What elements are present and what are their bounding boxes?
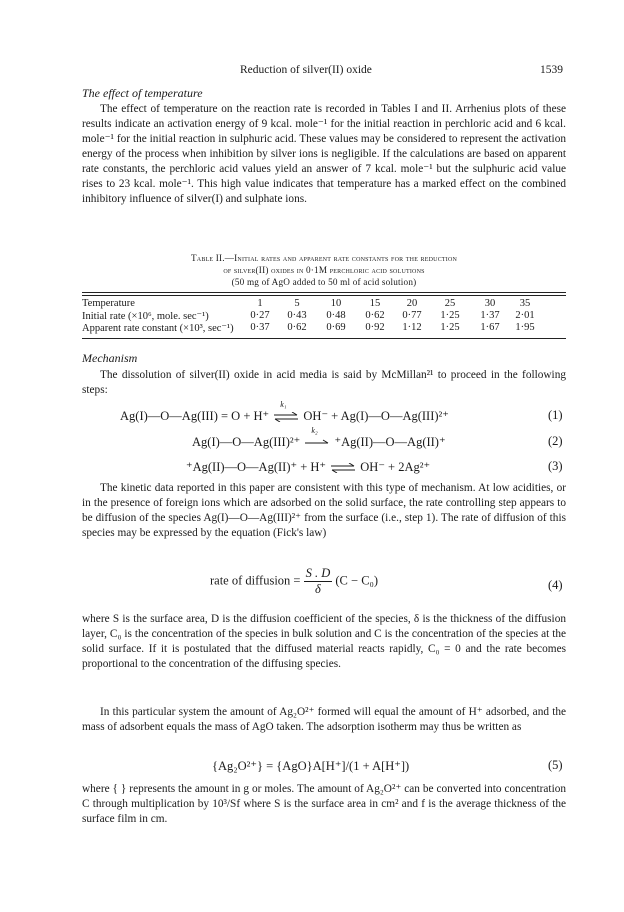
table-caption-line2: of silver(II) oxides in 0·1M perchloric acid solutions xyxy=(223,265,425,275)
equation-1 xyxy=(120,400,449,424)
section-heading-mechanism: Mechanism xyxy=(82,351,138,365)
equation-3-number: (3) xyxy=(548,459,563,473)
table-caption xyxy=(82,252,566,288)
equation-2 xyxy=(192,426,446,450)
paragraph-temperature: The effect of temperature on the reaction rate is recorded in Tables I and II. Arrhenius plots of these results indicate an activation energy of 9 kcal. mole⁻¹ for the initial reaction in perchloric acid and 6 kcal. mole⁻¹ for the initial reaction in sulphuric acid. These values may be considered to represent the activation energy of the process when inhibition by silver ions is negligible. If the calculations are based on apparent rate constants, the perchloric acid values yield an answer of 7 kcal. mole⁻¹ but the sulphuric acid value rises to 23 kcal. mole⁻¹. This high value indicates that temperature has a marked effect on the combined inhibitory influence of silver(I) and sulphate ions. xyxy=(82,103,566,205)
equation-5-number: (5) xyxy=(548,758,563,772)
page-number: 1539 xyxy=(540,64,563,76)
table-cell: 1·37 xyxy=(480,310,500,321)
table-cell: 0·37 xyxy=(250,322,270,333)
eq2-right: ⁺Ag(II)—O—Ag(II)⁺ xyxy=(334,435,446,449)
equation-1-number: (1) xyxy=(548,408,563,422)
table-top-rule-2 xyxy=(82,295,566,296)
table-row-label: Temperature xyxy=(82,298,135,309)
equation-2-number: (2) xyxy=(548,434,563,448)
eq1-right: OH⁻ + Ag(I)—O—Ag(III)²⁺ xyxy=(303,409,449,423)
table-cell: 35 xyxy=(519,298,531,309)
table-cell: 25 xyxy=(444,298,456,309)
equation-4-number: (4) xyxy=(548,578,563,592)
equation-5: {Ag₂O²⁺} = {AgO}A[H⁺]/(1 + A[H⁺]) xyxy=(212,759,410,773)
table-cell: 0·69 xyxy=(326,322,346,333)
table-row xyxy=(82,298,566,310)
table-cell: 1 xyxy=(257,298,263,309)
eq3-right: OH⁻ + 2Ag²⁺ xyxy=(360,460,431,474)
paragraph-system: In this particular system the amount of Ag₂O²⁺ formed will equal the amount of H⁺ adsorbed, and the mass of adsorbent equals the mass of AgO taken. The adsorption isotherm may thus be written as xyxy=(82,706,566,733)
paragraph-mechanism-intro: The dissolution of silver(II) oxide in acid media is said by McMillan²¹ to proceed in the following steps: xyxy=(82,369,566,396)
equation-3 xyxy=(186,459,430,475)
table-cell: 1·25 xyxy=(440,322,460,333)
paragraph-final: where { } represents the amount in g or moles. The amount of Ag₂O²⁺ can be converted into concentration C through multiplication by 10³/Sf where S is the surface area in cm² and f is the average thickness of the surface film in cm. xyxy=(82,783,566,825)
table-row-label: Initial rate (×10⁶, mole. sec⁻¹) xyxy=(82,311,209,322)
running-header-title: Reduction of silver(II) oxide xyxy=(240,64,372,76)
table-cell: 1·12 xyxy=(402,322,422,333)
forward-arrow-icon: k₂ xyxy=(304,438,330,448)
table-top-rule xyxy=(82,292,566,293)
paragraph-kinetic: The kinetic data reported in this paper are consistent with this type of mechanism. At low acidities, or in the presence of foreign ions which are adsorbed on the solid surface, the rate controlling step appears to be diffusion of the species Ag(I)—O—Ag(III)²⁺ from the surface (i.e., step 1). The rate of diffusion of this species may be expressed by the equation (Fick's law) xyxy=(82,482,566,539)
section-heading-temperature: The effect of temperature xyxy=(82,86,203,100)
table-cell: 0·62 xyxy=(365,310,385,321)
eq1-left: Ag(I)—O—Ag(III) = O + H⁺ xyxy=(120,409,270,423)
table-caption-line1: Table II.—Initial rates and apparent rate constants for the reduction xyxy=(190,253,458,263)
table-cell: 20 xyxy=(406,298,418,309)
eq4-right: (C − C₀) xyxy=(335,573,379,588)
table-cell: 0·92 xyxy=(365,322,385,333)
table-row-label: Apparent rate constant (×10³, sec⁻¹) xyxy=(82,323,234,334)
eq4-fraction xyxy=(304,566,333,597)
equilibrium-arrow-icon: k₁ xyxy=(273,412,299,422)
table-cell: 0·48 xyxy=(326,310,346,321)
table-cell: 0·27 xyxy=(250,310,270,321)
table-cell: 1·67 xyxy=(480,322,500,333)
table-cell: 0·77 xyxy=(402,310,422,321)
table-cell: 1·95 xyxy=(515,322,535,333)
table-cell: 15 xyxy=(369,298,381,309)
table-cell: 0·62 xyxy=(287,322,307,333)
table-caption-line3: (50 mg of AgO added to 50 ml of acid solution) xyxy=(231,277,417,287)
eq2-left: Ag(I)—O—Ag(III)²⁺ xyxy=(192,435,301,449)
eq3-left: ⁺Ag(II)—O—Ag(II)⁺ + H⁺ xyxy=(186,460,327,474)
table-cell: 5 xyxy=(294,298,300,309)
eq4-left: rate of diffusion = xyxy=(210,573,301,588)
equation-4 xyxy=(210,566,378,597)
table-row xyxy=(82,322,566,334)
table-cell: 10 xyxy=(330,298,342,309)
table-cell: 2·01 xyxy=(515,310,535,321)
table-cell: 1·25 xyxy=(440,310,460,321)
eq4-denominator: δ xyxy=(315,582,321,596)
paragraph-where: where S is the surface area, D is the diffusion coefficient of the species, δ is the thickness of the diffusion layer, C₀ is the concentration of the species in bulk solution and C is the concentration of the species at the solid surface. If it is postulated that the diffused material reacts rapidly, C₀ = 0 and the rate becomes proportional to the concentration of the diffusing species. xyxy=(82,613,566,670)
table-cell: 0·43 xyxy=(287,310,307,321)
equilibrium-arrow-icon xyxy=(330,463,356,473)
table-bottom-rule xyxy=(82,338,566,339)
eq4-numerator: S . D xyxy=(305,566,331,580)
table-cell: 30 xyxy=(484,298,496,309)
table-row xyxy=(82,310,566,322)
